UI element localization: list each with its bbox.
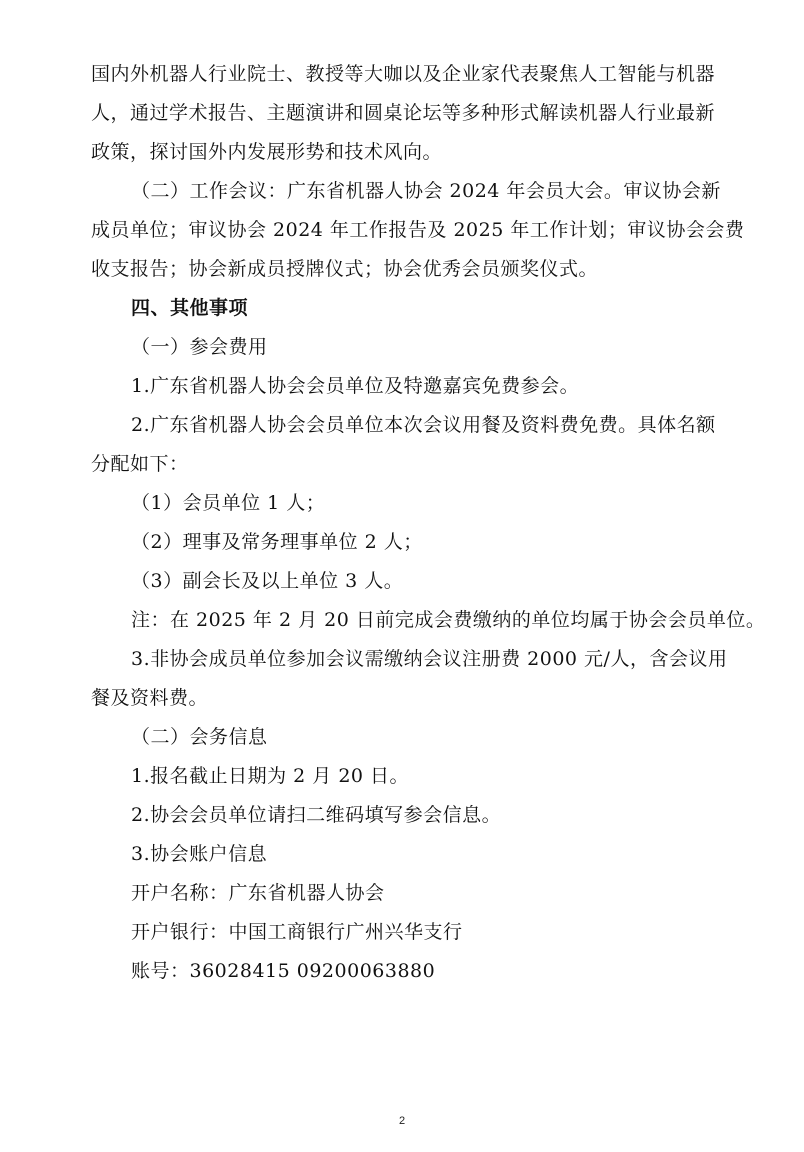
- paragraph-line: 餐及资料费。: [91, 687, 209, 709]
- paragraph-line: （二）工作会议：广东省机器人协会 2024 年会员大会。审议协会新: [131, 180, 721, 202]
- paragraph-line: 1.广东省机器人协会会员单位及特邀嘉宾免费参会。: [131, 375, 580, 397]
- paragraph-line: 成员单位；审议协会 2024 年工作报告及 2025 年工作计划；审议协会会费: [91, 219, 745, 241]
- paragraph-line: 国内外机器人行业院士、教授等大咖以及企业家代表聚焦人工智能与机器: [91, 63, 716, 85]
- paragraph-line: 人，通过学术报告、主题演讲和圆桌论坛等多种形式解读机器人行业最新: [91, 102, 716, 124]
- document-body: [91, 55, 766, 991]
- subsection-heading: （二）会务信息: [131, 726, 268, 748]
- account-number: 账号：36028415 09200063880: [131, 960, 436, 982]
- paragraph-line: 2.广东省机器人协会会员单位本次会议用餐及资料费免费。具体名额: [131, 414, 716, 436]
- section-heading: 四、其他事项: [131, 297, 249, 319]
- paragraph-line: 2.协会会员单位请扫二维码填写参会信息。: [131, 804, 502, 826]
- account-bank: 开户银行：中国工商银行广州兴华支行: [131, 921, 463, 943]
- paragraph-line: 1.报名截止日期为 2 月 20 日。: [131, 765, 410, 787]
- list-item: （2）理事及常务理事单位 2 人；: [131, 531, 423, 553]
- page-number: 2: [398, 1115, 406, 1127]
- list-item: （3）副会长及以上单位 3 人。: [131, 570, 404, 592]
- list-item: （1）会员单位 1 人；: [131, 492, 326, 514]
- paragraph-line: 3.协会账户信息: [131, 843, 268, 865]
- paragraph-line: 分配如下：: [91, 453, 189, 475]
- account-name: 开户名称：广东省机器人协会: [131, 882, 385, 904]
- paragraph-line: 3.非协会成员单位参加会议需缴纳会议注册费 2000 元/人，含会议用: [131, 648, 728, 670]
- note-line: 注：在 2025 年 2 月 20 日前完成会费缴纳的单位均属于协会会员单位。: [131, 609, 766, 631]
- subsection-heading: （一）参会费用: [131, 336, 268, 358]
- paragraph-line: 收支报告；协会新成员授牌仪式；协会优秀会员颁奖仪式。: [91, 258, 599, 280]
- paragraph-line: 政策，探讨国外内发展形势和技术风向。: [91, 141, 443, 163]
